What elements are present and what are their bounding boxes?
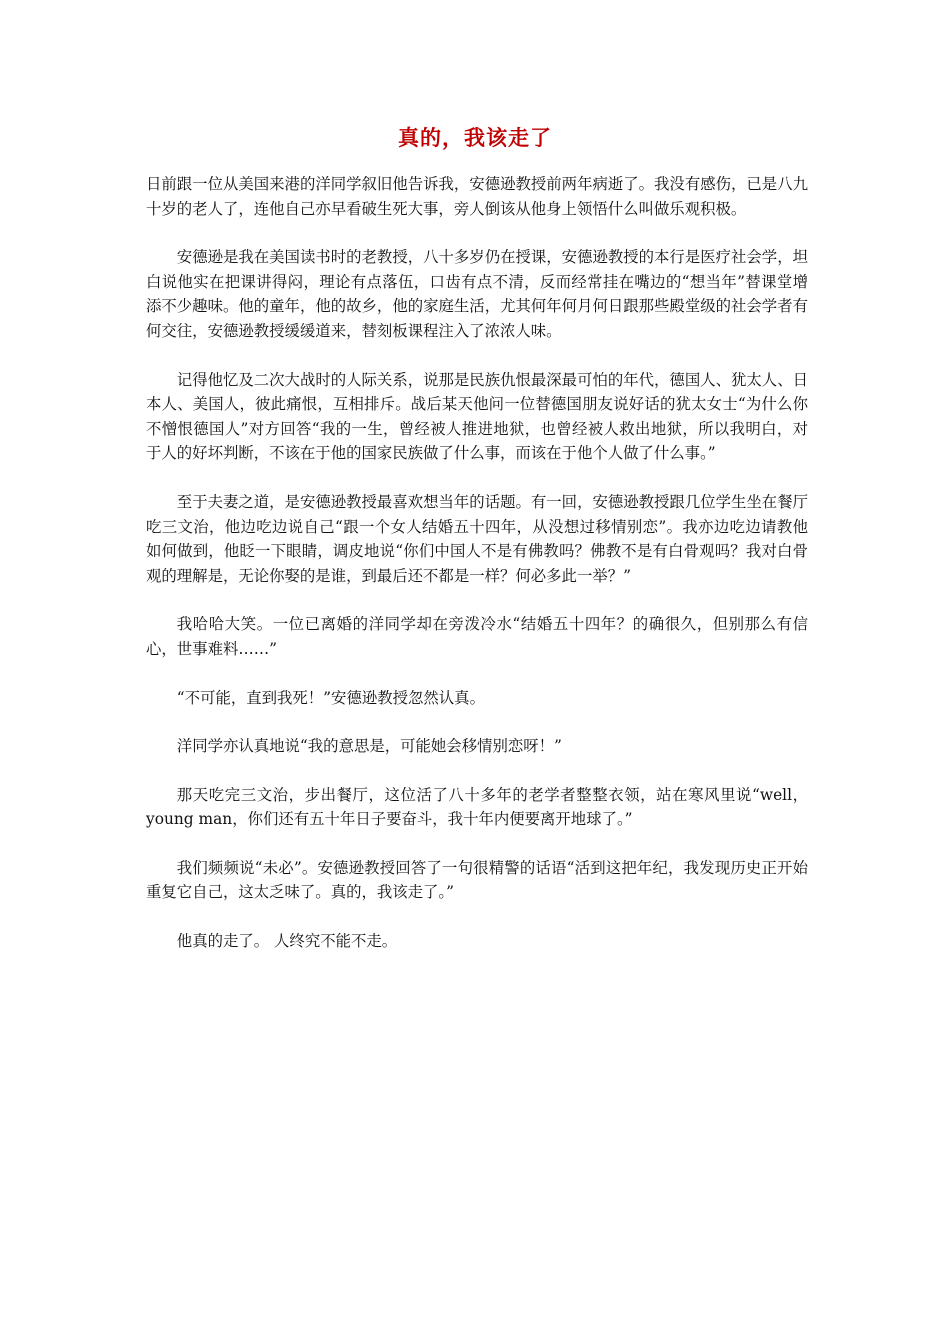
paragraph-5: 我哈哈大笑。一位已离婚的洋同学却在旁泼冷水“结婚五十四年？的确很久，但别那么有信心，世事难料……” [146,615,808,658]
document-body [146,172,808,978]
document-title: 真的，我该走了 [398,126,552,150]
paragraph-8: 那天吃完三文治，步出餐厅，这位活了八十多年的老学者整整衣领，站在寒风里说“well，young man，你们还有五十年日子要奋斗，我十年内便要离开地球了。” [146,785,808,829]
paragraph-6: “不可能，直到我死！”安德逊教授忽然认真。 [176,688,485,707]
paragraph-2: 安德逊是我在美国读书时的老教授，八十多岁仍在授课，安德逊教授的本行是医疗社会学，坦白说他实在把课讲得闷，理论有点落伍，口齿有点不清，反而经常挂在嘴边的“想当年”替课堂增添不少趣味。他的童年，他的故乡，他的家庭生活，尤其何年何月何日跟那些殿堂级的社会学者有何交往，安德逊教授缓缓道来，替刻板课程注入了浓浓人味。 [146,248,808,340]
paragraph-1: 日前跟一位从美国来港的洋同学叙旧他告诉我，安德逊教授前两年病逝了。我没有感伤，已是八九十岁的老人了，连他自己亦早看破生死大事，旁人倒该从他身上领悟什么叫做乐观积极。 [146,175,808,218]
paragraph-10: 他真的走了。 人终究不能不走。 [176,932,398,951]
paragraph-9: 我们频频说“未必”。安德逊教授回答了一句很精警的话语“活到这把年纪，我发现历史正开始重复它自己，这太乏味了。真的，我该走了。” [146,858,808,902]
paragraph-4: 至于夫妻之道，是安德逊教授最喜欢想当年的话题。有一回，安德逊教授跟几位学生坐在餐厅吃三文治，他边吃边说自己“跟一个女人结婚五十四年，从没想过移情别恋”。我亦边吃边请教他如何做到，他眨一下眼睛，调皮地说“你们中国人不是有佛教吗？佛教不是有白骨观吗？我对白骨观的理解是，无论你娶的是谁，到最后还不都是一样？何必多此一举？” [146,492,808,585]
paragraph-7: 洋同学亦认真地说“我的意思是，可能她会移情别恋呀！” [176,737,562,756]
paragraph-3: 记得他忆及二次大战时的人际关系，说那是民族仇恨最深最可怕的年代，德国人、犹太人、日本人、美国人，彼此痛恨，互相排斥。战后某天他问一位替德国朋友说好话的犹太女士“为什么你不憎恨德国人”对方回答“我的一生，曾经被人推进地狱，也曾经被人救出地狱，所以我明白，对于人的好坏判断，不该在于他的国家民族做了什么事，而该在于他个人做了什么事。” [146,370,808,463]
